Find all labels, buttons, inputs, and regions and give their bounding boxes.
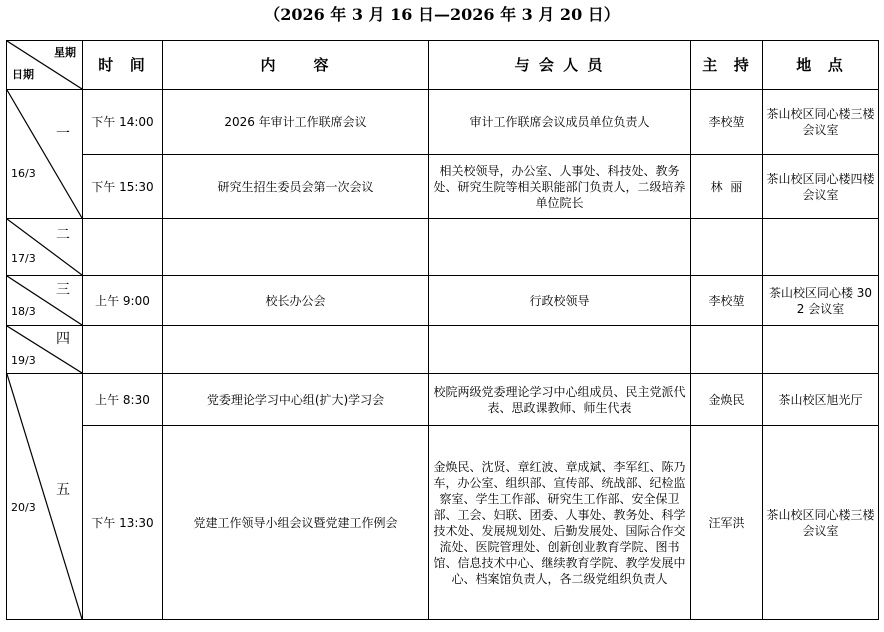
meeting-content: 校长办公会 xyxy=(163,276,429,326)
table-row xyxy=(7,276,879,326)
meeting-content: 2026 年审计工作联席会议 xyxy=(163,90,429,155)
meeting-location: 茶山校区同心楼三楼会议室 xyxy=(763,426,879,620)
attendees-header: 与 会 人 员 xyxy=(429,41,691,90)
meeting-content: 党委理论学习中心组(扩大)学习会 xyxy=(163,374,429,426)
meeting-attendees: 相关校领导，办公室、人事处、科技处、教务处、研究生院等相关职能部门负责人，二级培养单位院长 xyxy=(429,155,691,219)
meeting-time: 下午 15:30 xyxy=(83,155,163,219)
meeting-attendees: 审计工作联席会议成员单位负责人 xyxy=(429,90,691,155)
meeting-host: 汪军洪 xyxy=(691,426,763,620)
content-header: 内 容 xyxy=(163,41,429,90)
meeting-attendees: 校院两级党委理论学习中心组成员、民主党派代表、思政课教师、师生代表 xyxy=(429,374,691,426)
meeting-host: 林 丽 xyxy=(691,155,763,219)
header-row xyxy=(7,41,879,90)
meeting-attendees xyxy=(429,219,691,276)
table-row xyxy=(7,155,879,219)
day-cell-tuesday xyxy=(7,219,83,276)
table-row xyxy=(7,426,879,620)
date-label: 19/3 xyxy=(11,354,36,367)
meeting-time xyxy=(83,326,163,374)
meeting-time: 上午 8:30 xyxy=(83,374,163,426)
meeting-location: 茶山校区同心楼 302 会议室 xyxy=(763,276,879,326)
table-row xyxy=(7,374,879,426)
date-label: 20/3 xyxy=(11,501,36,514)
meeting-location: 茶山校区旭光厅 xyxy=(763,374,879,426)
schedule-title: （2026 年 3 月 16 日—2026 年 3 月 20 日） xyxy=(264,5,620,24)
weekday-date-header xyxy=(7,41,83,90)
date-label: 16/3 xyxy=(11,167,36,180)
date-header-label: 日期 xyxy=(12,68,34,81)
weekday-label: 一 xyxy=(56,126,70,142)
meeting-time: 下午 14:00 xyxy=(83,90,163,155)
meeting-time xyxy=(83,219,163,276)
location-header: 地 点 xyxy=(763,41,879,90)
meeting-time: 下午 13:30 xyxy=(83,426,163,620)
date-label: 17/3 xyxy=(11,252,36,265)
weekday-label: 四 xyxy=(56,331,70,347)
time-header: 时 间 xyxy=(83,41,163,90)
meeting-host xyxy=(691,219,763,276)
date-label: 18/3 xyxy=(11,305,36,318)
meeting-content: 党建工作领导小组会议暨党建工作例会 xyxy=(163,426,429,620)
table-row xyxy=(7,219,879,276)
weekday-header-label: 星期 xyxy=(54,46,76,59)
table-row xyxy=(7,90,879,155)
day-cell-monday xyxy=(7,90,83,219)
day-cell-wednesday xyxy=(7,276,83,326)
weekday-label: 三 xyxy=(56,282,70,298)
meeting-host: 金焕民 xyxy=(691,374,763,426)
table-row xyxy=(7,326,879,374)
meeting-attendees: 金焕民、沈贤、章红波、章成斌、李军红、陈乃车，办公室、组织部、宣传部、统战部、纪检监察室、学生工作部、研究生工作部、安全保卫部、工会、妇联、团委、人事处、教务处、科学技术处、发展规划处、后勤发展处、国际合作交流处、医院管理处、创新创业教育学院、图书馆、信息技术中心、继续教育学院、教学发展中心、档案馆负责人，各二级党组织负责人 xyxy=(429,426,691,620)
meeting-location xyxy=(763,326,879,374)
meeting-content xyxy=(163,219,429,276)
meeting-host xyxy=(691,326,763,374)
meeting-attendees: 行政校领导 xyxy=(429,276,691,326)
day-cell-thursday xyxy=(7,326,83,374)
host-header: 主 持 xyxy=(691,41,763,90)
meeting-time: 上午 9:00 xyxy=(83,276,163,326)
weekday-label: 五 xyxy=(56,482,70,498)
meeting-attendees xyxy=(429,326,691,374)
meeting-host: 李校堃 xyxy=(691,90,763,155)
weekday-label: 二 xyxy=(56,227,70,243)
meeting-location: 茶山校区同心楼四楼会议室 xyxy=(763,155,879,219)
day-cell-friday xyxy=(7,374,83,620)
meeting-schedule-table xyxy=(6,40,879,620)
meeting-content: 研究生招生委员会第一次会议 xyxy=(163,155,429,219)
meeting-host: 李校堃 xyxy=(691,276,763,326)
meeting-location: 茶山校区同心楼三楼会议室 xyxy=(763,90,879,155)
meeting-content xyxy=(163,326,429,374)
meeting-location xyxy=(763,219,879,276)
